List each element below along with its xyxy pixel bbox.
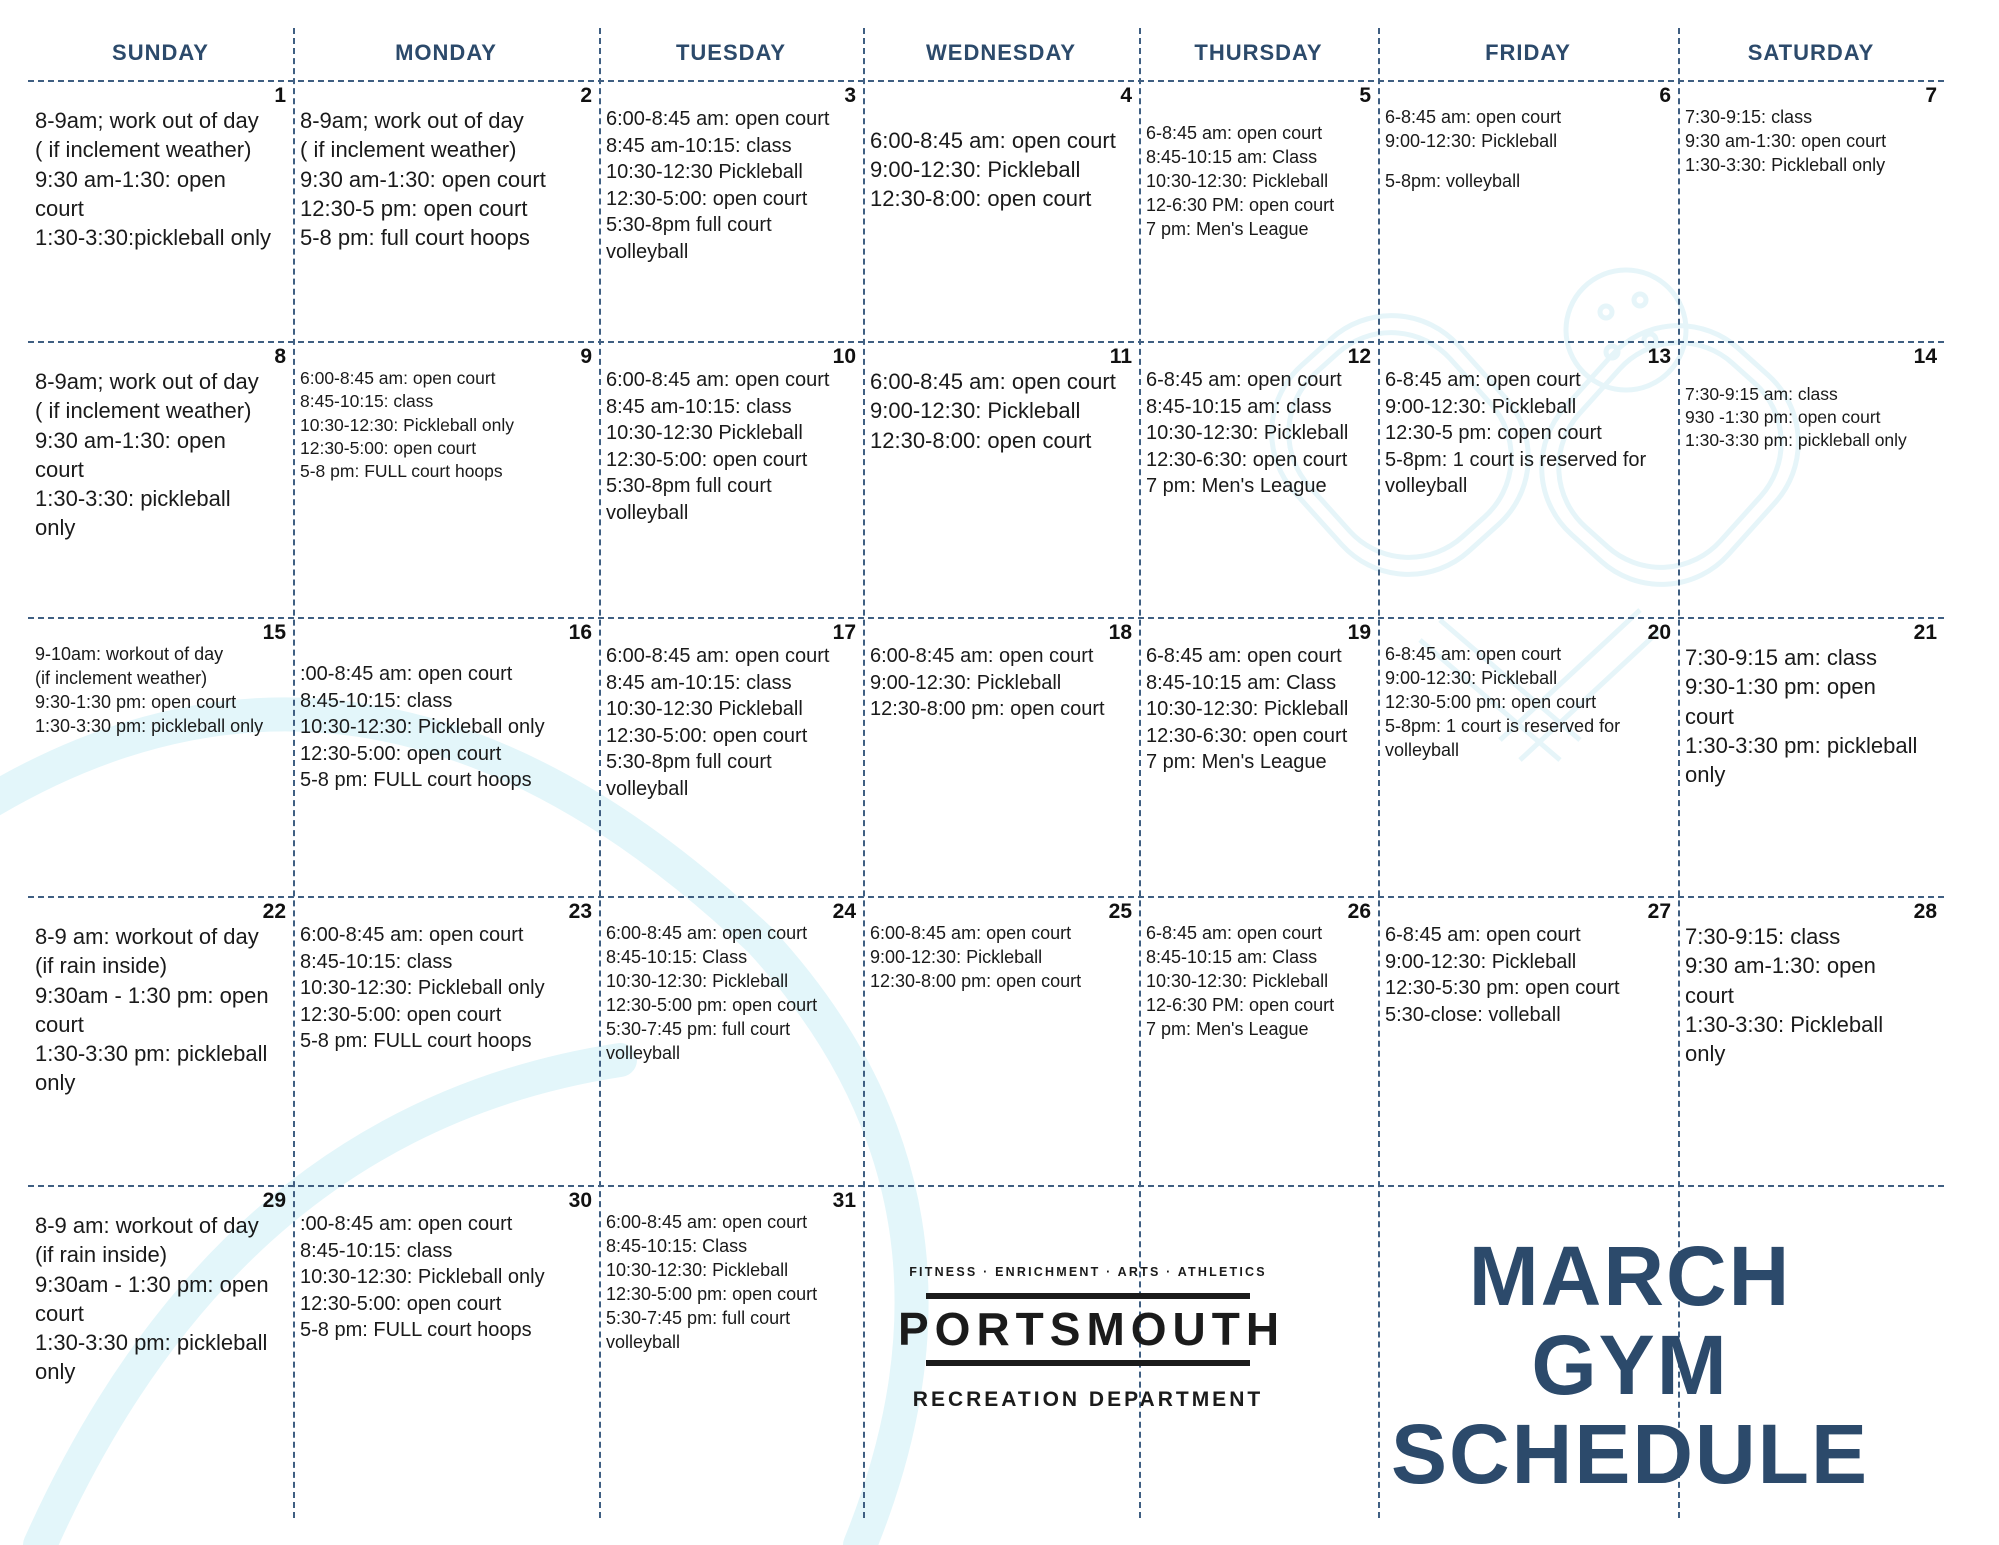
schedule-entry: 10:30-12:30: Pickleball bbox=[606, 970, 789, 991]
schedule-list bbox=[870, 367, 1133, 455]
schedule-entry: 7 pm: Men's League bbox=[1146, 1018, 1309, 1039]
schedule-entry: 5-8pm: 1 court is reserved for volleyball bbox=[1385, 448, 1647, 498]
day-number: 15 bbox=[262, 621, 286, 644]
schedule-entry: 7:30-9:15: class bbox=[1685, 107, 1813, 127]
schedule-entry: 8:45-10:15 am: Class bbox=[1146, 147, 1318, 168]
schedule-entry: ( if inclement weather) bbox=[35, 137, 252, 163]
schedule-entry: 9:00-12:30: Pickleball bbox=[870, 157, 1081, 183]
schedule-entry: 8:45-10:15: class bbox=[300, 950, 453, 973]
day-number: 22 bbox=[262, 900, 286, 923]
schedule-entry: 5-8 pm: FULL court hoops bbox=[300, 769, 532, 792]
schedule-entry: 7 pm: Men's League bbox=[1146, 751, 1327, 774]
schedule-entry: 8:45 am-10:15: class bbox=[606, 395, 792, 418]
schedule-entry: 6:00-8:45 am: open court bbox=[606, 923, 808, 943]
schedule-entry: 12:30-8:00 pm: open court bbox=[870, 698, 1105, 721]
day-number: 2 bbox=[580, 84, 592, 107]
day-cell bbox=[1378, 896, 1678, 1185]
schedule-entry: 5-8 pm: full court hoops bbox=[300, 225, 530, 250]
schedule-entry: 10:30-12:30: Pickleball bbox=[1146, 698, 1349, 721]
schedule-entry: 12:30-5:00: open court bbox=[606, 448, 808, 471]
schedule-entry: 1:30-3:30:pickleball only bbox=[35, 225, 272, 250]
schedule-list bbox=[870, 922, 1133, 994]
weekday-header-saturday: SATURDAY bbox=[1747, 40, 1875, 65]
day-number: 7 bbox=[1925, 84, 1937, 107]
schedule-title bbox=[1300, 1229, 1960, 1502]
schedule-entry: 5-8 pm: FULL court hoops bbox=[300, 1030, 532, 1053]
schedule-entry bbox=[1385, 154, 1662, 170]
schedule-entry: 12:30-8:00: open court bbox=[870, 186, 1092, 212]
day-number: 27 bbox=[1647, 900, 1671, 923]
day-number: 30 bbox=[568, 1189, 592, 1212]
day-cell bbox=[863, 617, 1139, 896]
schedule-entry: 12:30-5 pm: copen court bbox=[1385, 422, 1602, 445]
schedule-entry: 6-8:45 am: open court bbox=[1146, 923, 1323, 943]
day-number: 19 bbox=[1347, 621, 1371, 644]
schedule-entry: 8:45-10:15: Class bbox=[606, 1235, 748, 1256]
schedule-entry: 6:00-8:45 am: open court bbox=[870, 127, 1116, 153]
day-cell bbox=[1678, 617, 1944, 896]
schedule-entry: 9:30 am-1:30: open court bbox=[300, 166, 546, 192]
schedule-list bbox=[1385, 922, 1672, 1028]
day-cell bbox=[1378, 341, 1678, 617]
schedule-list bbox=[606, 106, 857, 266]
schedule-entry: 8:45-10:15: class bbox=[300, 689, 453, 712]
weekday-header-monday: MONDAY bbox=[395, 40, 497, 65]
schedule-entry: 12:30-5:00: open court bbox=[300, 437, 477, 458]
schedule-entry: 9:00-12:30: Pickleball bbox=[870, 671, 1062, 694]
schedule-entry: ( if inclement weather) bbox=[300, 137, 517, 163]
schedule-entry: 6:00-8:45 am: open court bbox=[870, 923, 1072, 943]
logo-divider bbox=[926, 1360, 1250, 1366]
day-number: 6 bbox=[1659, 84, 1671, 107]
day-number: 14 bbox=[1913, 345, 1937, 368]
schedule-entry: 1:30-3:30: Pickleball only bbox=[1685, 154, 1886, 175]
schedule-entry: 9-10am: workout of day bbox=[35, 644, 224, 664]
schedule-list bbox=[300, 367, 593, 483]
day-number: 1 bbox=[274, 84, 286, 107]
day-number: 23 bbox=[568, 900, 592, 923]
schedule-entry: 9:30 am-1:30: open court bbox=[1685, 953, 1876, 1008]
schedule-entry: 12-6:30 PM: open court bbox=[1146, 195, 1335, 215]
schedule-entry: 5-8pm: 1 court is reserved for volleyball bbox=[1385, 715, 1621, 760]
schedule-entry: 10:30-12:30 Pickleball bbox=[606, 698, 803, 721]
logo-divider bbox=[926, 1293, 1250, 1299]
day-cell bbox=[293, 80, 599, 341]
schedule-entry: 9:00-12:30: Pickleball bbox=[870, 946, 1043, 967]
schedule-entry: 8-9 am: workout of day bbox=[35, 924, 259, 949]
schedule-entry: 10:30-12:30: Pickleball bbox=[606, 1259, 789, 1280]
schedule-list bbox=[606, 922, 857, 1066]
schedule-list bbox=[1146, 367, 1372, 500]
logo-tagline: FITNESS · ENRICHMENT · ARTS · ATHLETICS bbox=[909, 1265, 1267, 1279]
day-cell bbox=[1139, 896, 1378, 1185]
schedule-entry: 6:00-8:45 am: open court bbox=[606, 369, 830, 391]
schedule-entry bbox=[870, 106, 1123, 126]
schedule-list bbox=[35, 643, 287, 739]
schedule-list bbox=[1146, 922, 1372, 1042]
day-number: 13 bbox=[1647, 345, 1671, 368]
day-cell bbox=[1139, 80, 1378, 341]
day-cell bbox=[293, 341, 599, 617]
schedule-entry: 10:30-12:30 Pickleball bbox=[606, 422, 803, 445]
schedule-entry bbox=[300, 643, 583, 661]
schedule-list bbox=[35, 106, 287, 252]
schedule-list bbox=[606, 367, 857, 527]
schedule-entry: 6-8:45 am: open court bbox=[1385, 644, 1562, 664]
day-cell bbox=[1139, 617, 1378, 896]
schedule-entry: 8-9am; work out of day bbox=[35, 369, 259, 394]
schedule-entry: 1:30-3:30 pm: pickleball only bbox=[35, 1330, 268, 1385]
schedule-entry: 12:30-5:00 pm: open court bbox=[1385, 691, 1597, 712]
day-number: 5 bbox=[1359, 84, 1371, 107]
schedule-entry: 6:00-8:45 am: open court bbox=[606, 108, 830, 130]
weekday-header-sunday: SUNDAY bbox=[112, 40, 209, 65]
day-cell bbox=[863, 80, 1139, 341]
day-cell bbox=[293, 896, 599, 1185]
schedule-list bbox=[1685, 643, 1938, 789]
schedule-entry: (if rain inside) bbox=[35, 953, 168, 979]
day-number: 10 bbox=[832, 345, 856, 368]
schedule-entry: 10:30-12:30: Pickleball only bbox=[300, 716, 545, 739]
schedule-entry: 8:45-10:15: class bbox=[300, 1239, 453, 1262]
day-number: 17 bbox=[832, 621, 856, 644]
schedule-entry: 9:00-12:30: Pickleball bbox=[1385, 950, 1577, 973]
schedule-entry: 9:30 am-1:30: open court bbox=[35, 427, 226, 482]
day-cell bbox=[1678, 341, 1944, 617]
schedule-entry bbox=[1146, 106, 1362, 122]
schedule-entry: 12:30-5 pm: open court bbox=[300, 195, 528, 221]
day-number: 24 bbox=[832, 900, 856, 923]
logo-department: RECREATION DEPARTMENT bbox=[912, 1387, 1264, 1411]
schedule-entry: 10:30-12:30: Pickleball only bbox=[300, 977, 545, 1000]
day-number: 31 bbox=[832, 1189, 856, 1212]
schedule-entry: ( if inclement weather) bbox=[35, 398, 252, 424]
schedule-entry: 5-8 pm: FULL court hoops bbox=[300, 461, 503, 482]
schedule-list bbox=[1385, 367, 1672, 500]
schedule-list bbox=[35, 922, 287, 1098]
schedule-entry: 8-9am; work out of day bbox=[35, 108, 259, 133]
schedule-entry: 12:30-5:30 pm: open court bbox=[1385, 977, 1620, 1000]
schedule-entry: 12:30-8:00: open court bbox=[870, 427, 1092, 453]
schedule-entry: 7 pm: Men's League bbox=[1146, 218, 1309, 239]
schedule-entry: (if rain inside) bbox=[35, 1242, 168, 1268]
schedule-list bbox=[606, 1211, 857, 1355]
day-cell bbox=[1678, 80, 1944, 341]
schedule-entry: 12:30-5:00 pm: open court bbox=[606, 1283, 818, 1304]
schedule-entry: 9:30am - 1:30 pm: open court bbox=[35, 1271, 269, 1326]
day-cell bbox=[28, 80, 293, 341]
day-cell bbox=[28, 617, 293, 896]
logo-name: PORTSMOUTH bbox=[898, 1303, 1286, 1355]
day-number: 25 bbox=[1108, 900, 1132, 923]
schedule-entry: 7:30-9:15 am: class bbox=[1685, 645, 1877, 670]
schedule-entry: :00-8:45 am: open court bbox=[300, 663, 513, 685]
schedule-entry: 9:00-12:30: Pickleball bbox=[870, 398, 1081, 424]
schedule-entry: 9:30 am-1:30: open court bbox=[35, 166, 226, 221]
schedule-entry: 5:30-close: volleball bbox=[1385, 1003, 1561, 1026]
day-number: 18 bbox=[1108, 621, 1132, 644]
title-month: MARCH bbox=[1468, 1229, 1792, 1323]
weekday-header-wednesday: WEDNESDAY bbox=[926, 40, 1076, 65]
day-number: 11 bbox=[1109, 345, 1132, 368]
schedule-entry: 12:30-6:30: open court bbox=[1146, 724, 1348, 747]
schedule-list bbox=[300, 106, 593, 252]
schedule-entry: 8:45-10:15 am: Class bbox=[1146, 946, 1318, 967]
schedule-entry: 1:30-3:30: Pickleball only bbox=[1685, 1011, 1884, 1066]
schedule-entry: 5:30-8pm full court volleyball bbox=[606, 751, 772, 800]
weekday-header-friday: FRIDAY bbox=[1485, 40, 1571, 65]
schedule-list bbox=[606, 643, 857, 803]
schedule-entry: 5-8pm: volleyball bbox=[1385, 171, 1521, 192]
schedule-entry: 12:30-8:00 pm: open court bbox=[870, 970, 1082, 991]
schedule-entry: 1:30-3:30 pm: pickleball only bbox=[35, 715, 264, 736]
schedule-list bbox=[1146, 106, 1372, 242]
schedule-entry: 6:00-8:45 am: open court bbox=[870, 645, 1094, 667]
day-number: 20 bbox=[1647, 621, 1671, 644]
schedule-list bbox=[1146, 643, 1372, 776]
schedule-entry: 5:30-8pm full court volleyball bbox=[606, 475, 772, 524]
day-cell bbox=[28, 1185, 293, 1520]
schedule-entry: 6:00-8:45 am: open court bbox=[300, 924, 524, 946]
schedule-entry: 6-8:45 am: open court bbox=[1385, 369, 1581, 391]
day-cell bbox=[863, 896, 1139, 1185]
schedule-list bbox=[300, 1211, 593, 1344]
portsmouth-logo bbox=[898, 1265, 1286, 1412]
schedule-entry: 6-8:45 am: open court bbox=[1146, 369, 1342, 391]
schedule-list bbox=[1685, 106, 1938, 178]
schedule-entry: 6-8:45 am: open court bbox=[1146, 645, 1342, 667]
schedule-entry: 8:45-10:15 am: Class bbox=[1146, 671, 1337, 694]
schedule-entry: 6:00-8:45 am: open court bbox=[606, 1212, 808, 1232]
schedule-entry bbox=[1685, 367, 1928, 383]
day-cell bbox=[599, 341, 863, 617]
schedule-entry: 12:30-5:00: open court bbox=[606, 187, 808, 210]
schedule-entry: 5:30-7:45 pm: full court volleyball bbox=[606, 1307, 791, 1352]
day-cell bbox=[599, 617, 863, 896]
schedule-entry: 9:30 am-1:30: open court bbox=[1685, 130, 1887, 151]
day-cell bbox=[599, 80, 863, 341]
schedule-entry: 10:30-12:30: Pickleball bbox=[1146, 171, 1329, 192]
day-cell bbox=[1678, 896, 1944, 1185]
schedule-entry: 1:30-3:30 pm: pickleball only bbox=[1685, 430, 1907, 451]
schedule-list bbox=[35, 1211, 287, 1387]
schedule-entry: 8:45 am-10:15: class bbox=[606, 134, 792, 157]
day-number: 21 bbox=[1913, 621, 1937, 644]
schedule-list bbox=[300, 643, 593, 794]
day-number: 12 bbox=[1347, 345, 1371, 368]
schedule-entry: 8:45-10:15: Class bbox=[606, 946, 748, 967]
schedule-entry: 12:30-6:30: open court bbox=[1146, 448, 1348, 471]
schedule-entry: 6-8:45 am: open court bbox=[1385, 924, 1581, 946]
schedule-entry: 9:00-12:30: Pickleball bbox=[1385, 130, 1558, 151]
weekday-header-tuesday: TUESDAY bbox=[675, 40, 787, 65]
schedule-entry: 9:30-1:30 pm: open court bbox=[1685, 674, 1876, 729]
schedule-entry: 7 pm: Men's League bbox=[1146, 475, 1327, 498]
day-number: 9 bbox=[580, 345, 592, 368]
schedule-entry: 1:30-3:30 pm: pickleball only bbox=[35, 1041, 268, 1096]
schedule-entry: 5:30-8pm full court volleyball bbox=[606, 214, 772, 263]
day-number: 3 bbox=[844, 84, 856, 107]
day-cell bbox=[599, 1185, 863, 1520]
schedule-list bbox=[870, 643, 1133, 723]
schedule-entry: (if inclement weather) bbox=[35, 667, 208, 688]
schedule-entry: 8:45 am-10:15: class bbox=[606, 671, 792, 694]
day-number: 26 bbox=[1347, 900, 1371, 923]
schedule-entry: :00-8:45 am: open court bbox=[300, 1213, 513, 1235]
schedule-list bbox=[35, 367, 287, 543]
schedule-entry: 10:30-12:30 Pickleball bbox=[606, 161, 803, 184]
schedule-entry: 12:30-5:00: open court bbox=[300, 1292, 502, 1315]
schedule-entry: 10:30-12:30: Pickleball bbox=[1146, 970, 1329, 991]
schedule-entry: 12:30-5:00: open court bbox=[300, 1003, 502, 1026]
schedule-entry: 9:30am - 1:30 pm: open court bbox=[35, 982, 269, 1037]
day-cell bbox=[28, 896, 293, 1185]
schedule-entry: 10:30-12:30: Pickleball bbox=[1146, 422, 1349, 445]
schedule-list bbox=[870, 106, 1133, 214]
day-cell bbox=[1378, 80, 1678, 341]
schedule-entry: 12-6:30 PM: open court bbox=[1146, 994, 1335, 1015]
schedule-entry: 12:30-5:00: open court bbox=[300, 742, 502, 765]
schedule-list bbox=[1385, 106, 1672, 194]
day-cell bbox=[1139, 341, 1378, 617]
day-number: 4 bbox=[1120, 84, 1132, 107]
schedule-entry: 10:30-12:30: Pickleball only bbox=[300, 1266, 545, 1289]
schedule-entry: 7:30-9:15: class bbox=[1685, 924, 1841, 949]
schedule-entry: 6:00-8:45 am: open court bbox=[870, 369, 1116, 394]
schedule-entry: 6-8:45 am: open court bbox=[1385, 107, 1562, 127]
schedule-entry: 10:30-12:30: Pickleball only bbox=[300, 414, 515, 435]
day-cell bbox=[599, 896, 863, 1185]
schedule-entry: 12:30-5:00: open court bbox=[606, 724, 808, 747]
schedule-entry: 6-8:45 am: open court bbox=[1146, 123, 1323, 144]
schedule-entry: 6:00-8:45 am: open court bbox=[606, 645, 830, 667]
day-number: 28 bbox=[1913, 900, 1937, 923]
day-number: 29 bbox=[262, 1189, 286, 1212]
schedule-entry: 7:30-9:15 am: class bbox=[1685, 383, 1838, 404]
day-number: 8 bbox=[274, 345, 286, 368]
schedule-list bbox=[1685, 367, 1938, 453]
day-cell bbox=[293, 1185, 599, 1520]
schedule-entry: 6:00-8:45 am: open court bbox=[300, 368, 496, 388]
schedule-list bbox=[1685, 922, 1938, 1068]
schedule-entry: 8-9am; work out of day bbox=[300, 108, 524, 133]
schedule-entry: 9:00-12:30: Pickleball bbox=[1385, 395, 1577, 418]
day-cell bbox=[1378, 617, 1678, 896]
schedule-entry: 9:30-1:30 pm: open court bbox=[35, 691, 237, 712]
day-cell bbox=[28, 341, 293, 617]
day-cell bbox=[293, 617, 599, 896]
schedule-entry: 1:30-3:30 pm: pickleball only bbox=[1685, 732, 1918, 787]
schedule-list bbox=[1385, 643, 1672, 763]
schedule-entry: 8:45-10:15 am: class bbox=[1146, 395, 1332, 418]
schedule-entry: 5-8 pm: FULL court hoops bbox=[300, 1319, 532, 1342]
day-cell bbox=[863, 341, 1139, 617]
schedule-entry: 8:45-10:15: class bbox=[300, 391, 434, 412]
schedule-entry: 8-9 am: workout of day bbox=[35, 1213, 259, 1238]
schedule-entry: 9:00-12:30: Pickleball bbox=[1385, 667, 1558, 688]
schedule-entry: 930 -1:30 pm: open court bbox=[1685, 407, 1881, 428]
day-number: 16 bbox=[568, 621, 592, 644]
weekday-header-thursday: THURSDAY bbox=[1194, 40, 1323, 65]
title-subtitle: GYM SCHEDULE bbox=[1390, 1318, 1870, 1502]
schedule-entry: 1:30-3:30: pickleball only bbox=[35, 486, 231, 541]
schedule-entry: 12:30-5:00 pm: open court bbox=[606, 994, 818, 1015]
schedule-list bbox=[300, 922, 593, 1055]
schedule-entry: 5:30-7:45 pm: full court volleyball bbox=[606, 1018, 791, 1063]
